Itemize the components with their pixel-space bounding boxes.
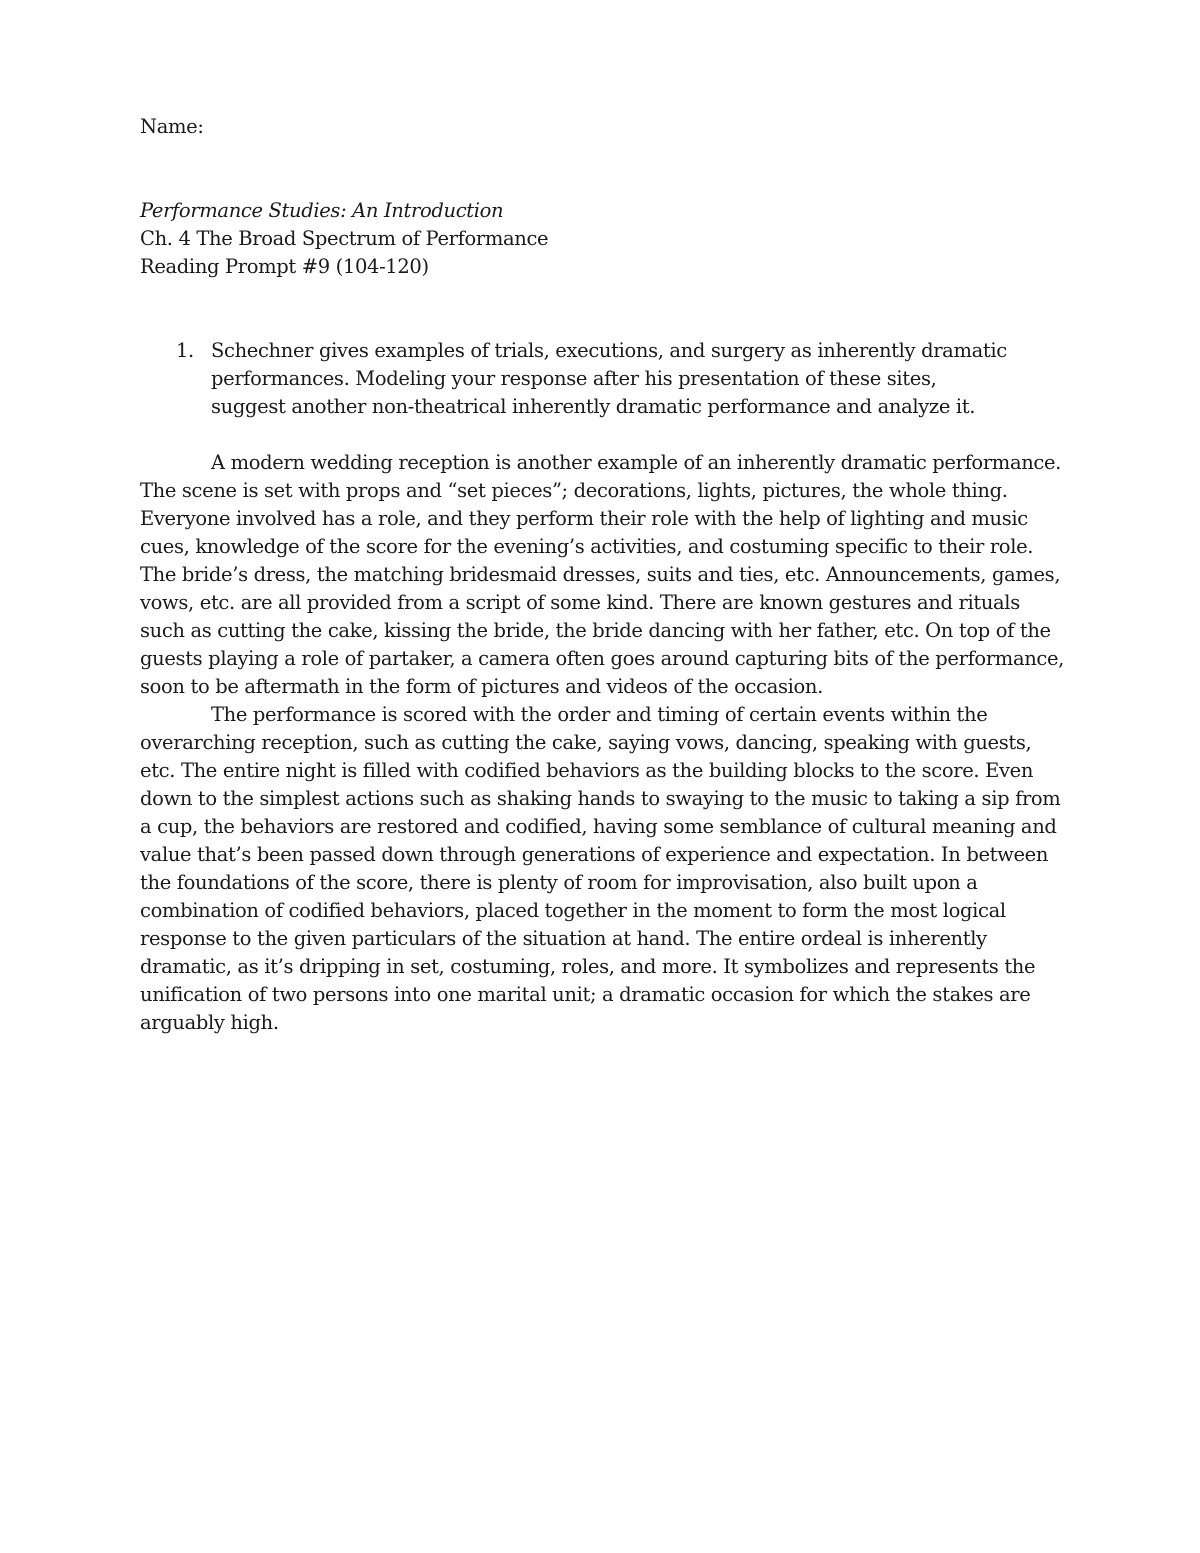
reading-prompt: Reading Prompt #9 (104-120): [140, 255, 429, 278]
answer-paragraph: The performance is scored with the order and timing of certain events within the overarching reception, such as cutting the cake, saying vows, dancing, speaking with guests, etc. The entire night is filled with codified behaviors as the building blocks to the score. Even down to the simplest actions such as shaking hands to swaying to the music to taking a sip from a cup, the behaviors are restored and codified, having some semblance of cultural meaning and value that’s been passed down through generations of experience and expectation. In between the foundations of the score, there is plenty of room for improvisation, also built upon a combination of codified behaviors, placed together in the moment to form the most logical response to the given particulars of the situation at hand. The entire ordeal is inherently dramatic, as it’s dripping in set, costuming, roles, and more. It symbolizes and represents the unification of two persons into one marital unit; a dramatic occasion for which the stakes are arguably high.: [140, 703, 1061, 1034]
document-body: [140, 113, 1070, 1037]
book-title: Performance Studies: An Introduction: [140, 199, 504, 222]
answer-paragraph: A modern wedding reception is another example of an inherently dramatic performance. The scene is set with props and “set pieces”; decorations, lights, pictures, the whole thing. Everyone involved has a role, and they perform their role with the help of lighting and music cues, knowledge of the score for the evening’s activities, and costuming specific to their role. The bride’s dress, the matching bridesmaid dresses, suits and ties, etc. Announcements, games, vows, etc. are all provided from a script of some kind. There are known gestures and rituals such as cutting the cake, kissing the bride, the bride dancing with her father, etc. On top of the guests playing a role of partaker, a camera often goes around capturing bits of the performance, soon to be aftermath in the form of pictures and videos of the occasion.: [140, 451, 1065, 698]
question-item: [140, 337, 1070, 421]
name-label: Name:: [140, 115, 204, 138]
answer-body: [140, 449, 1070, 1037]
question-text: Schechner gives examples of trials, executions, and surgery as inherently dramatic performances. Modeling your response after his presentation of these sites, suggest another non-theatrical inherently dramatic performance and analyze it.: [211, 339, 1007, 418]
assignment-header: [140, 197, 1070, 281]
question-number: 1.: [176, 339, 194, 362]
chapter-title: Ch. 4 The Broad Spectrum of Performance: [140, 227, 549, 250]
